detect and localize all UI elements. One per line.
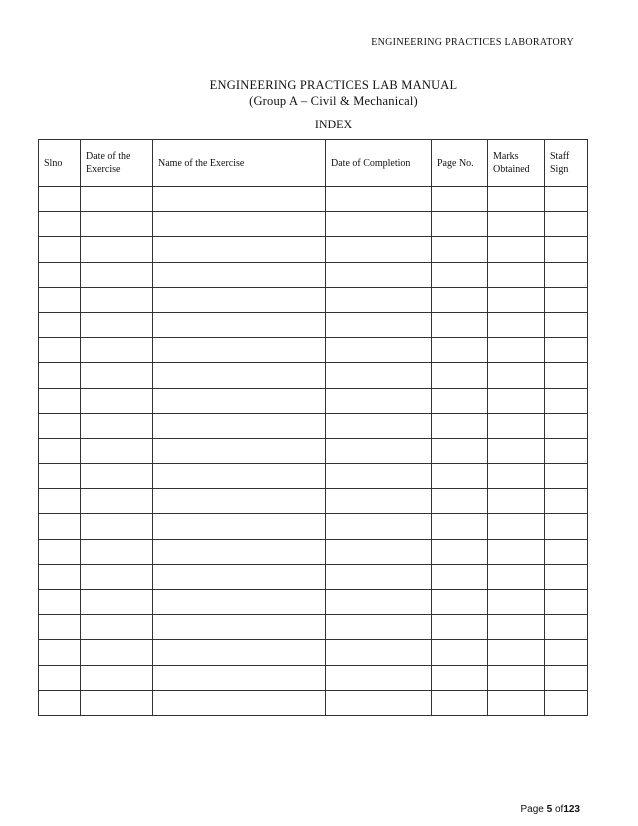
table-cell	[153, 514, 326, 539]
header-date-of-exercise: Date of the Exercise	[81, 140, 153, 187]
title-block	[40, 77, 627, 109]
table-cell	[39, 464, 81, 489]
table-cell	[545, 388, 588, 413]
table-cell	[326, 640, 432, 665]
table-cell	[153, 363, 326, 388]
table-row	[39, 690, 588, 715]
table-cell	[153, 438, 326, 463]
table-cell	[545, 564, 588, 589]
table-row	[39, 514, 588, 539]
table-cell	[432, 287, 488, 312]
table-cell	[488, 187, 545, 212]
table-cell	[488, 212, 545, 237]
table-cell	[153, 237, 326, 262]
table-cell	[326, 363, 432, 388]
table-cell	[81, 438, 153, 463]
table-cell	[488, 539, 545, 564]
table-cell	[81, 287, 153, 312]
table-cell	[39, 564, 81, 589]
table-body	[39, 187, 588, 716]
table-cell	[432, 590, 488, 615]
table-cell	[432, 388, 488, 413]
table-cell	[39, 287, 81, 312]
table-cell	[488, 413, 545, 438]
table-cell	[81, 665, 153, 690]
table-cell	[326, 237, 432, 262]
table-cell	[545, 187, 588, 212]
table-cell	[545, 237, 588, 262]
manual-subtitle: (Group A – Civil & Mechanical)	[249, 94, 418, 108]
table-cell	[326, 312, 432, 337]
table-cell	[432, 464, 488, 489]
table-cell	[39, 312, 81, 337]
header-marks-obtained: Marks Obtained	[488, 140, 545, 187]
table-cell	[153, 665, 326, 690]
table-cell	[432, 338, 488, 363]
table-cell	[153, 489, 326, 514]
table-cell	[488, 690, 545, 715]
table-cell	[81, 690, 153, 715]
table-cell	[326, 564, 432, 589]
header-slno: Slno	[39, 140, 81, 187]
table-cell	[545, 438, 588, 463]
table-cell	[545, 338, 588, 363]
table-cell	[39, 187, 81, 212]
table-cell	[488, 237, 545, 262]
table-cell	[432, 363, 488, 388]
page-of-label: of	[554, 804, 564, 815]
table-cell	[488, 262, 545, 287]
total-pages-number: 123	[563, 804, 580, 815]
table-row	[39, 615, 588, 640]
table-cell	[39, 438, 81, 463]
table-cell	[39, 262, 81, 287]
current-page-number: 5	[546, 804, 553, 815]
table-row	[39, 212, 588, 237]
manual-title: ENGINEERING PRACTICES LAB MANUAL	[209, 78, 458, 92]
table-cell	[39, 615, 81, 640]
table-cell	[326, 287, 432, 312]
table-row	[39, 464, 588, 489]
table-cell	[488, 615, 545, 640]
table-cell	[488, 287, 545, 312]
table-cell	[432, 187, 488, 212]
table-cell	[153, 464, 326, 489]
table-cell	[326, 615, 432, 640]
table-cell	[81, 564, 153, 589]
table-cell	[39, 212, 81, 237]
table-cell	[81, 590, 153, 615]
table-cell	[432, 413, 488, 438]
table-cell	[39, 338, 81, 363]
table-cell	[326, 590, 432, 615]
table-cell	[545, 690, 588, 715]
table-cell	[39, 539, 81, 564]
table-cell	[488, 363, 545, 388]
table-cell	[81, 363, 153, 388]
table-row	[39, 539, 588, 564]
table-header-row	[39, 140, 588, 187]
table-cell	[488, 564, 545, 589]
table-cell	[545, 212, 588, 237]
table-cell	[488, 514, 545, 539]
table-cell	[81, 312, 153, 337]
table-cell	[432, 539, 488, 564]
table-cell	[81, 640, 153, 665]
table-cell	[153, 590, 326, 615]
table-row	[39, 363, 588, 388]
table-cell	[488, 388, 545, 413]
table-cell	[39, 665, 81, 690]
table-cell	[39, 388, 81, 413]
table-cell	[326, 413, 432, 438]
table-cell	[153, 690, 326, 715]
table-cell	[39, 237, 81, 262]
table-cell	[153, 338, 326, 363]
table-row	[39, 665, 588, 690]
index-heading: INDEX	[314, 117, 353, 131]
table-cell	[432, 237, 488, 262]
table-cell	[39, 514, 81, 539]
table-cell	[432, 690, 488, 715]
table-cell	[488, 665, 545, 690]
table-row	[39, 489, 588, 514]
table-cell	[81, 464, 153, 489]
table-cell	[39, 590, 81, 615]
table-cell	[81, 539, 153, 564]
table-cell	[545, 640, 588, 665]
table-cell	[326, 489, 432, 514]
table-cell	[39, 489, 81, 514]
table-cell	[432, 615, 488, 640]
table-cell	[545, 312, 588, 337]
table-row	[39, 640, 588, 665]
table-cell	[488, 312, 545, 337]
table-cell	[153, 212, 326, 237]
table-row	[39, 388, 588, 413]
table-cell	[153, 187, 326, 212]
table-row	[39, 262, 588, 287]
table-cell	[488, 438, 545, 463]
table-cell	[488, 464, 545, 489]
table-cell	[432, 640, 488, 665]
table-cell	[545, 665, 588, 690]
table-row	[39, 590, 588, 615]
table-cell	[153, 413, 326, 438]
table-cell	[545, 489, 588, 514]
table-cell	[432, 262, 488, 287]
table-cell	[488, 640, 545, 665]
table-row	[39, 564, 588, 589]
table-cell	[545, 464, 588, 489]
table-cell	[326, 262, 432, 287]
table-cell	[153, 287, 326, 312]
table-cell	[153, 539, 326, 564]
table-cell	[432, 564, 488, 589]
table-cell	[545, 514, 588, 539]
table-cell	[545, 539, 588, 564]
table-cell	[39, 363, 81, 388]
table-cell	[153, 564, 326, 589]
table-cell	[81, 212, 153, 237]
table-cell	[326, 539, 432, 564]
table-cell	[432, 514, 488, 539]
table-cell	[326, 514, 432, 539]
table-cell	[432, 489, 488, 514]
table-cell	[545, 262, 588, 287]
table-cell	[545, 287, 588, 312]
index-table	[38, 139, 588, 716]
table-cell	[488, 338, 545, 363]
table-cell	[326, 388, 432, 413]
table-cell	[432, 438, 488, 463]
table-row	[39, 287, 588, 312]
page-label: Page	[520, 804, 544, 815]
header-name-of-exercise: Name of the Exercise	[153, 140, 326, 187]
table-cell	[326, 438, 432, 463]
running-header: ENGINEERING PRACTICES LABORATORY	[371, 37, 574, 48]
table-row	[39, 338, 588, 363]
table-cell	[326, 690, 432, 715]
table-cell	[432, 312, 488, 337]
table-cell	[488, 590, 545, 615]
table-cell	[545, 590, 588, 615]
table-row	[39, 237, 588, 262]
table-cell	[81, 262, 153, 287]
table-cell	[545, 363, 588, 388]
table-cell	[153, 640, 326, 665]
table-cell	[81, 388, 153, 413]
table-cell	[81, 338, 153, 363]
table-cell	[81, 237, 153, 262]
table-cell	[326, 665, 432, 690]
header-staff-sign: Staff Sign	[545, 140, 588, 187]
header-page-no: Page No.	[432, 140, 488, 187]
table-row	[39, 413, 588, 438]
table-cell	[81, 514, 153, 539]
table-cell	[39, 640, 81, 665]
table-cell	[545, 615, 588, 640]
table-cell	[39, 690, 81, 715]
table-row	[39, 438, 588, 463]
table-cell	[81, 413, 153, 438]
table-cell	[81, 187, 153, 212]
table-cell	[326, 338, 432, 363]
table-cell	[432, 665, 488, 690]
table-cell	[326, 464, 432, 489]
table-cell	[326, 187, 432, 212]
table-row	[39, 312, 588, 337]
table-cell	[81, 489, 153, 514]
table-cell	[545, 413, 588, 438]
table-cell	[153, 388, 326, 413]
header-date-of-completion: Date of Completion	[326, 140, 432, 187]
page-footer	[520, 804, 580, 815]
table-cell	[39, 413, 81, 438]
table-cell	[432, 212, 488, 237]
table-cell	[326, 212, 432, 237]
table-row	[39, 187, 588, 212]
table-cell	[81, 615, 153, 640]
table-cell	[153, 262, 326, 287]
table-cell	[153, 312, 326, 337]
table-cell	[488, 489, 545, 514]
table-cell	[153, 615, 326, 640]
